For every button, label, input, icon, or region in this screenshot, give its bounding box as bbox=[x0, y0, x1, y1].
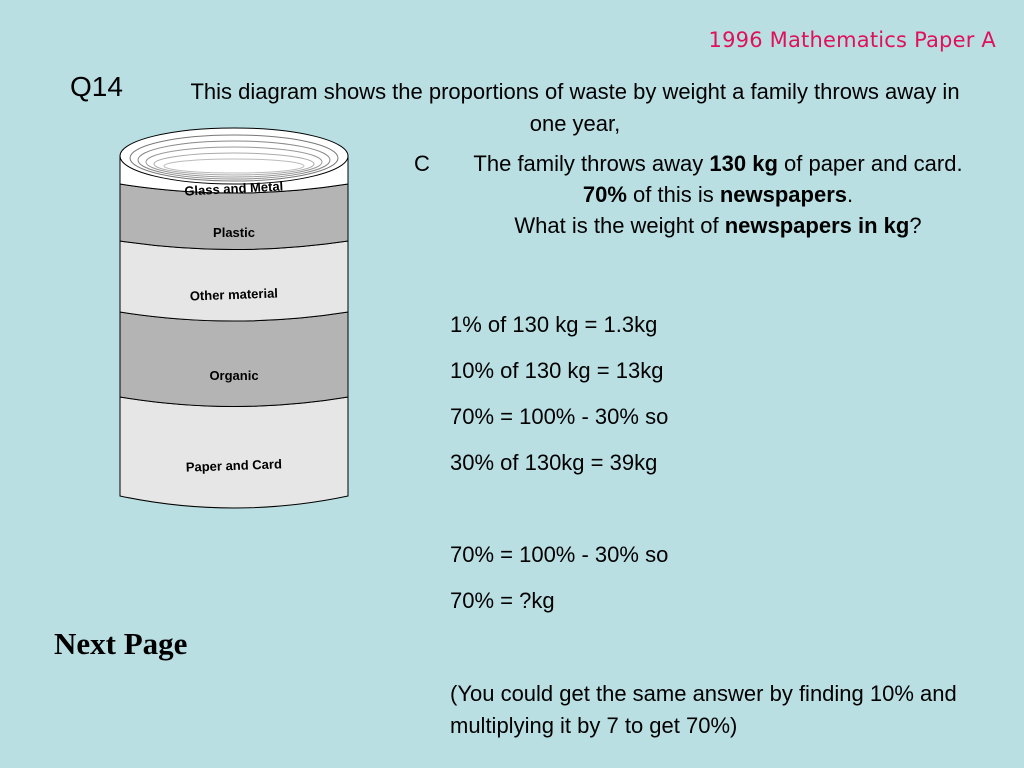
part-letter: C bbox=[414, 151, 430, 176]
bin-label-paper-and-card: Paper and Card bbox=[185, 456, 283, 475]
next-page-link[interactable]: Next Page bbox=[54, 626, 188, 661]
working-line-3: 70% = 100% - 30% so bbox=[450, 404, 669, 429]
part-c-line-2-post: . bbox=[847, 182, 854, 207]
paper-title: 1996 Mathematics Paper A bbox=[708, 28, 996, 52]
part-c-newspapers: newspapers bbox=[719, 182, 847, 207]
working-line-1: 1% of 130 kg = 1.3kg bbox=[450, 312, 658, 337]
question-number: Q14 bbox=[70, 71, 123, 102]
question-intro: This diagram shows the proportions of waste by weight a family throws away in one year, bbox=[190, 79, 960, 136]
part-c-line-3-post: ? bbox=[909, 213, 922, 238]
bin-label-glass-and-metal: Glass and Metal bbox=[183, 178, 284, 199]
bin-label-plastic: Plastic bbox=[213, 225, 255, 240]
working-line-4: 30% of 130kg = 39kg bbox=[450, 450, 658, 475]
part-c-line-1-pre: The family throws away bbox=[473, 151, 710, 176]
bin-label-organic: Organic bbox=[209, 368, 259, 383]
bin-layer-other-material bbox=[120, 241, 348, 321]
bin-label-other-material: Other material bbox=[189, 285, 279, 304]
working-line-2: 10% of 130 kg = 13kg bbox=[450, 358, 664, 383]
bin-layer-paper-and-card bbox=[120, 397, 348, 508]
part-c-text bbox=[458, 148, 978, 241]
part-c-line-1 bbox=[458, 148, 978, 179]
part-c-line-2 bbox=[458, 179, 978, 210]
part-c-total-weight: 130 kg bbox=[709, 151, 778, 176]
part-c-line-3 bbox=[458, 210, 978, 241]
part-c-line-2-mid: of this is bbox=[626, 182, 720, 207]
part-c-percentage: 70% bbox=[582, 182, 627, 207]
footnote: (You could get the same answer by finding 10% and multiplying it by 7 to get 70%) bbox=[450, 681, 957, 738]
bin-rim bbox=[120, 128, 348, 184]
part-c-newspapers-in-kg: newspapers in kg bbox=[724, 213, 910, 238]
waste-bin-diagram bbox=[0, 0, 380, 520]
working-line-6: 70% = ?kg bbox=[450, 588, 555, 613]
bin-layer-organic bbox=[120, 312, 348, 407]
part-c-line-1-post: of paper and card. bbox=[777, 151, 963, 176]
working-line-5: 70% = 100% - 30% so bbox=[450, 542, 669, 567]
part-c-line-3-pre: What is the weight of bbox=[514, 213, 725, 238]
question-part-c bbox=[408, 148, 978, 241]
